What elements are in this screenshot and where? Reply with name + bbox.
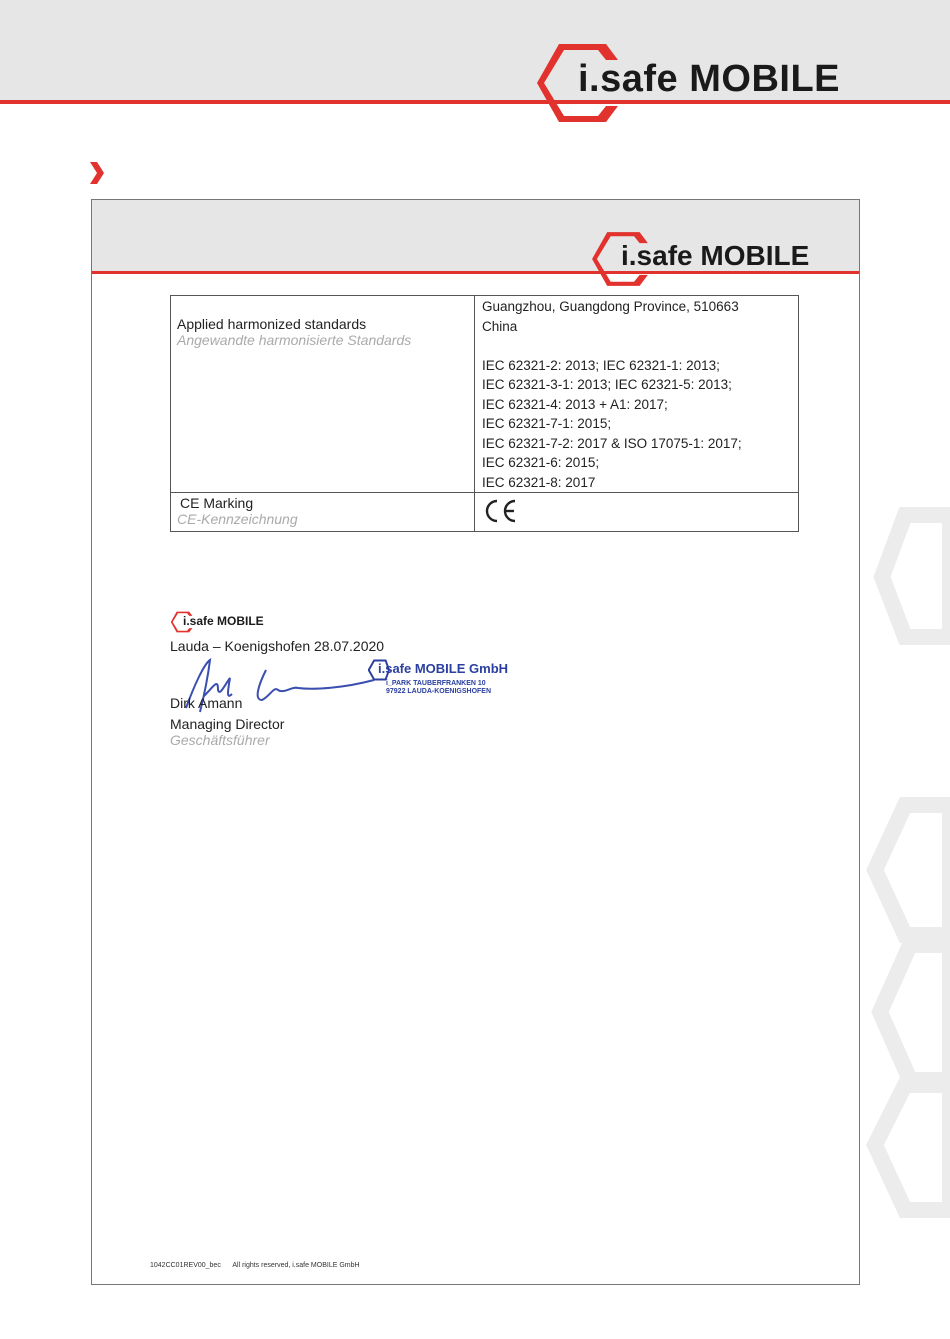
document-footer	[150, 1262, 360, 1269]
table-cell-label	[171, 296, 475, 493]
signatory-name: Dirk Amann	[170, 695, 243, 711]
standard-line: IEC 62321-2: 2013; IEC 62321-1: 2013;	[482, 357, 720, 373]
document-code: 1042CC01REV00_bec	[150, 1262, 221, 1269]
declaration-table	[170, 295, 799, 532]
row-label: CE Marking	[180, 495, 254, 511]
chevron-right-icon	[88, 160, 106, 186]
stamp-company-name: i.safe MOBILE GmbH	[378, 661, 509, 676]
signature-block	[170, 610, 570, 748]
table-cell-value	[475, 493, 799, 532]
signature-area	[170, 654, 570, 712]
standard-line: IEC 62321-8: 2017	[482, 474, 596, 490]
table-cell-label	[171, 493, 475, 532]
brand-wordmark: i.safe MOBILE	[183, 614, 264, 628]
stamp-address-line: i_PARK TAUBERFRANKEN 10	[386, 680, 486, 687]
place-date: Lauda – Koenigshofen 28.07.2020	[170, 638, 385, 654]
standard-line: IEC 62321-7-2: 2017 & ISO 17075-1: 2017;	[482, 435, 742, 451]
standard-line: IEC 62321-7-1: 2015;	[482, 416, 612, 431]
stamp-address-line: 97922 LAUDA-KOENIGSHOFEN	[386, 688, 492, 695]
table-row	[171, 493, 799, 532]
signatory-title-german: Geschäftsführer	[170, 732, 270, 748]
standard-line: IEC 62321-4: 2013 + A1: 2017;	[482, 396, 668, 412]
copyright-notice: All rights reserved, i.safe MOBILE GmbH	[232, 1262, 360, 1269]
row-label-german: CE-Kennzeichnung	[177, 511, 298, 527]
brand-wordmark: i.safe MOBILE	[621, 240, 810, 271]
address-line: China	[482, 318, 518, 334]
document-page	[91, 199, 860, 1285]
small-brand-logo	[170, 610, 570, 636]
brand-logo	[534, 40, 840, 130]
table-cell-value	[475, 296, 799, 493]
address-line: Guangzhou, Guangdong Province, 510663	[482, 299, 739, 314]
signatory-title: Managing Director	[170, 716, 285, 732]
ce-marking-icon	[482, 497, 518, 525]
standard-line: IEC 62321-6: 2015;	[482, 455, 600, 470]
standard-line: IEC 62321-3-1: 2013; IEC 62321-5: 2013;	[482, 377, 732, 392]
document-brand-logo	[590, 228, 850, 292]
table-row	[171, 296, 799, 493]
row-label-german: Angewandte harmonisierte Standards	[177, 332, 412, 348]
brand-wordmark: i.safe MOBILE	[578, 58, 840, 100]
row-label: Applied harmonized standards	[177, 316, 367, 332]
